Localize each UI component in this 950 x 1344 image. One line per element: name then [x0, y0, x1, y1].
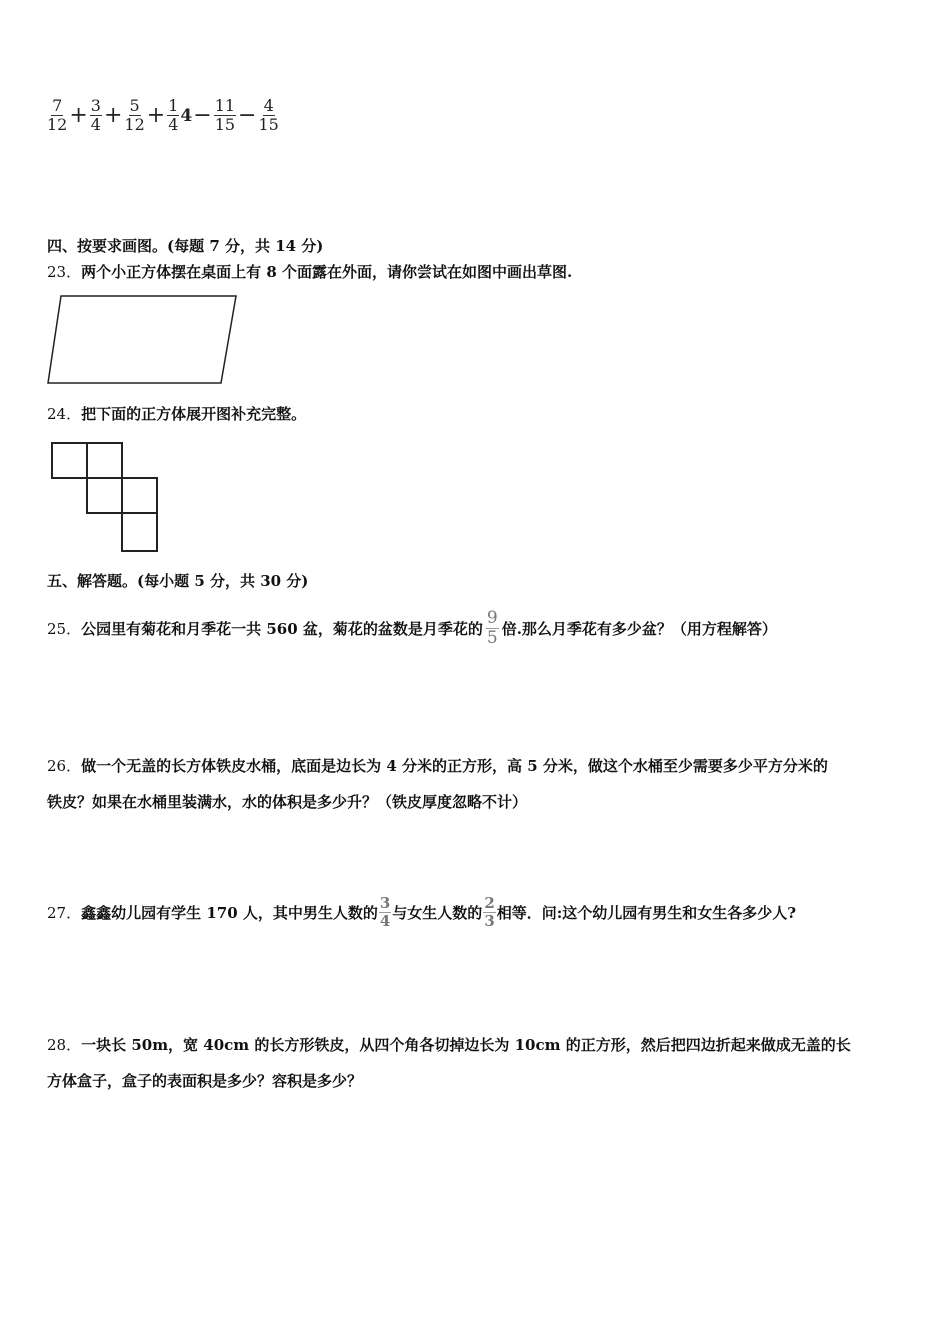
question-text: 倍.那么月季花有多少盆？（用方程解答） [501, 619, 777, 638]
question-number: 28． [47, 1036, 82, 1054]
net-square [52, 443, 87, 478]
question-text: 把下面的正方体展开图补充完整。 [81, 405, 307, 423]
expression-fraction: $\frac{4}{15}$ [258, 96, 279, 134]
expression-fraction: $\frac{11}{15}$ [214, 96, 236, 134]
question-number: 27． [47, 903, 82, 922]
question-number: 25． [47, 619, 82, 638]
expression-fraction: $\frac{3}{4}$ [90, 96, 101, 134]
question-text: 公园里有菊花和月季花一共 560 盆，菊花的盆数是月季花的 [81, 619, 483, 638]
expression-operator: + [103, 103, 123, 128]
net-square [87, 478, 122, 513]
fraction-9-5: $\frac{9}{5}$ [486, 608, 498, 648]
question-text: 两个小正方体摆在桌面上有 8 个面露在外面，请你尝试在如图中画出草图. [81, 263, 573, 281]
question-text: 做一个无盖的长方体铁皮水桶，底面是边长为 4 分米的正方形，高 5 分米，做这个水桶至少需要多少平方分米的 [81, 757, 828, 775]
question-25 [47, 610, 777, 647]
question-28 [47, 1035, 851, 1055]
expression-text: 4 [180, 105, 193, 126]
net-square [122, 478, 157, 513]
question-27 [47, 896, 796, 929]
question-24 [47, 404, 306, 424]
parallelogram [48, 296, 236, 383]
expression-operator: + [146, 103, 166, 128]
section-4-title: 四、按要求画图。(每题 7 分，共 14 分) [47, 237, 324, 255]
net-square [87, 443, 122, 478]
question-number: 23． [47, 263, 82, 281]
question-28-line2: 方体盒子，盒子的表面积是多少？容积是多少？ [47, 1072, 363, 1090]
net-square [122, 513, 157, 551]
question-26 [47, 756, 828, 776]
question-text: 与女生人数的 [392, 903, 483, 922]
parallelogram-figure [44, 292, 244, 388]
expression-fraction: $\frac{7}{12}$ [47, 96, 68, 134]
section-5-title: 五、解答题。(每小题 5 分，共 30 分) [47, 572, 309, 590]
expression-operator: + [69, 103, 88, 128]
question-26-line2: 铁皮？如果在水桶里装满水，水的体积是多少升？（铁皮厚度忽略不计） [47, 793, 528, 811]
expression-fraction: $\frac{1}{4}$ [168, 96, 179, 134]
expression-operator: − [238, 103, 257, 128]
question-number: 24． [47, 405, 82, 423]
cube-net-figure [48, 440, 160, 556]
math-expression [46, 98, 280, 133]
question-text: 相等．问:这个幼儿园有男生和女生各多少人? [496, 903, 797, 922]
expression-fraction: $\frac{5}{12}$ [124, 96, 145, 134]
question-number: 26． [47, 757, 82, 775]
question-text: 一块长 50m，宽 40cm 的长方形铁皮，从四个角各切掉边长为 10cm 的正方形，然后把四边折起来做成无盖的长 [81, 1036, 851, 1054]
question-23 [47, 262, 572, 282]
fraction-2-3: $\frac{2}{3}$ [484, 894, 495, 930]
question-text: 鑫鑫幼儿园有学生 170 人，其中男生人数的 [81, 903, 378, 922]
fraction-3-4: $\frac{3}{4}$ [379, 894, 391, 930]
expression-operator: − [193, 103, 212, 128]
